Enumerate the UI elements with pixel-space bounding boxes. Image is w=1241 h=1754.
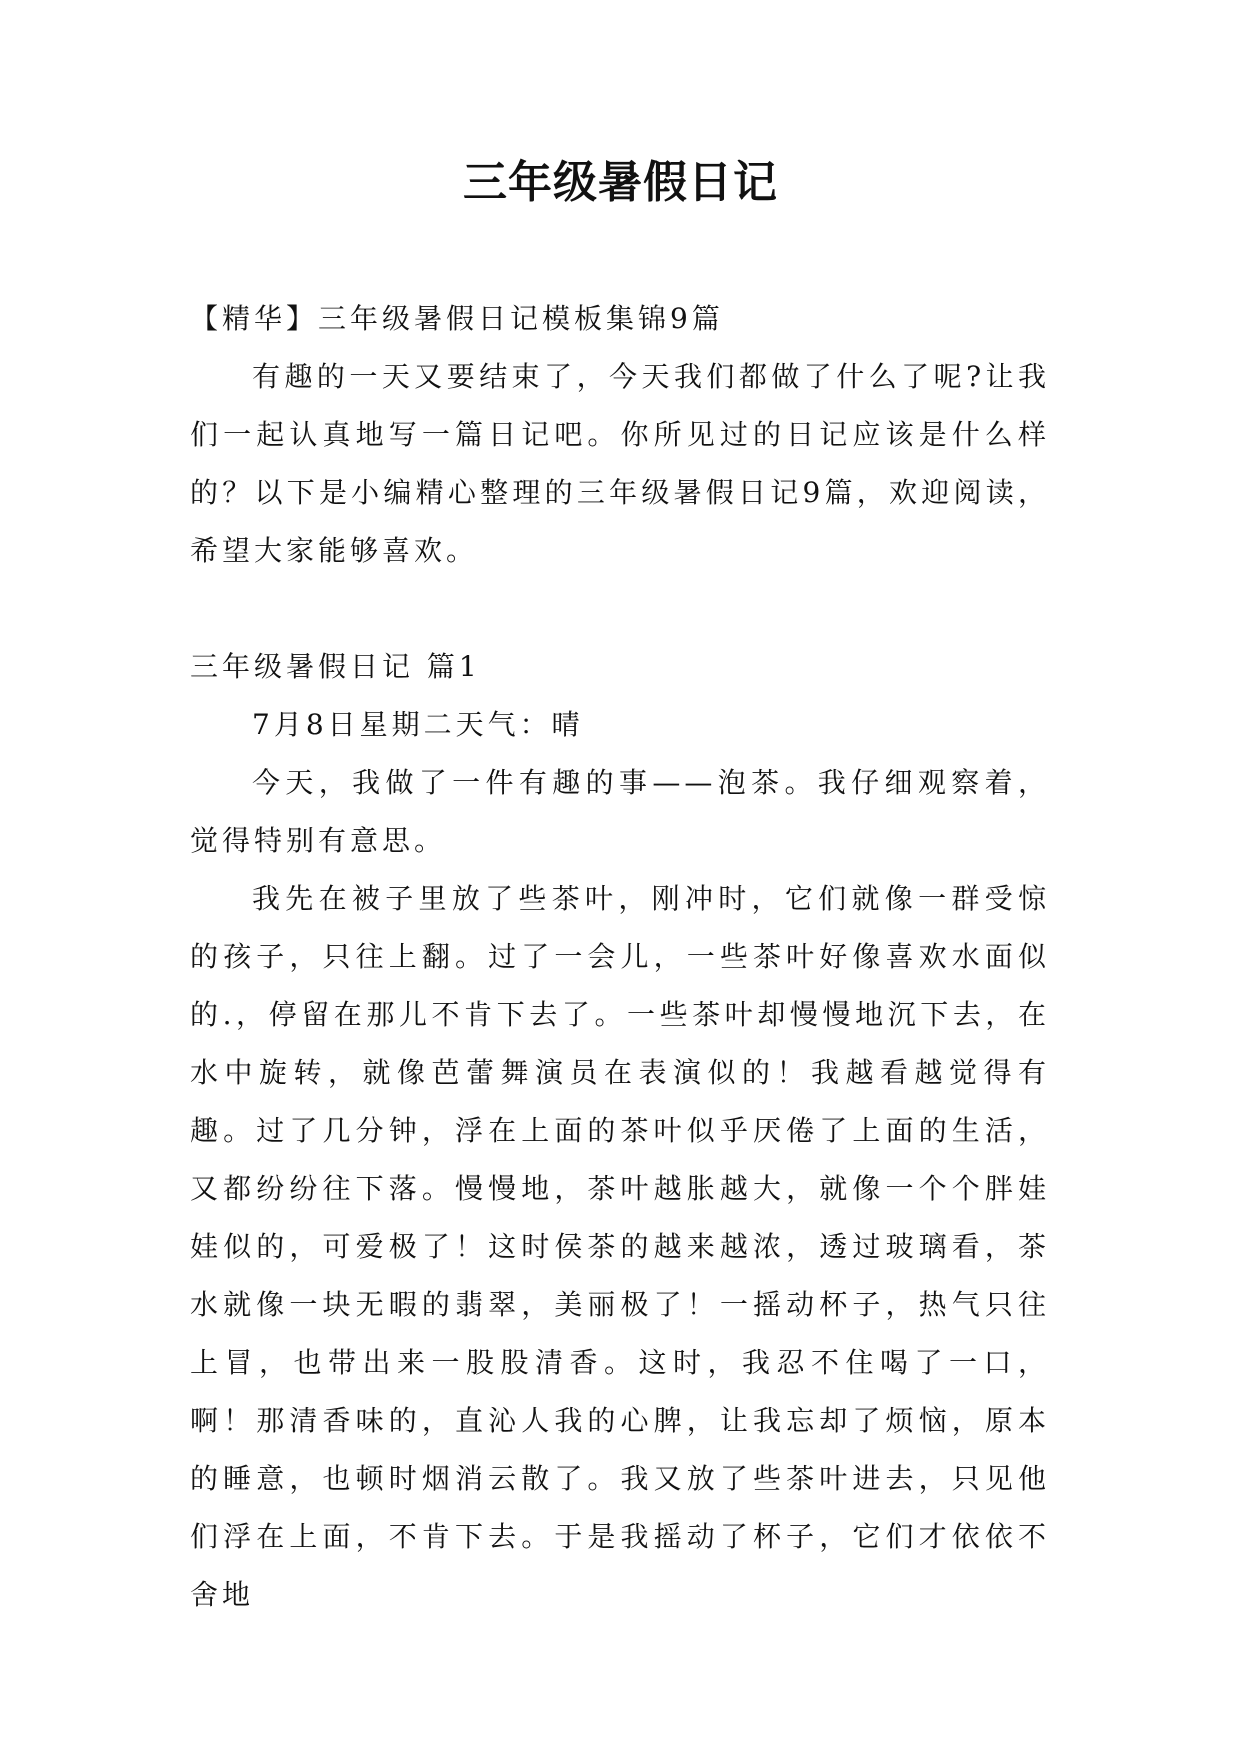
- diary-paragraph-1: 今天，我做了一件有趣的事——泡茶。我仔细观察着，觉得特别有意思。: [190, 766, 1050, 857]
- document-title: 三年级暑假日记: [463, 157, 778, 208]
- diary-paragraph-2: 我先在被子里放了些茶叶，刚冲时，它们就像一群受惊的孩子，只往上翻。过了一会儿，一些茶叶好像喜欢水面似的.，停留在那儿不肯下去了。一些茶叶却慢慢地沉下去，在水中旋转，就像芭蕾舞演员在表演似的！我越看越觉得有趣。过了几分钟，浮在上面的茶叶似乎厌倦了上面的生活，又都纷纷往下落。慢慢地，茶叶越胀越大，就像一个个胖娃娃似的，可爱极了！这时侯茶的越来越浓，透过玻璃看，茶水就像一块无暇的翡翠，美丽极了！一摇动杯子，热气只往上冒，也带出来一股股清香。这时，我忍不住喝了一口，啊！那清香味的，直沁人我的心脾，让我忘却了烦恼，原本的睡意，也顿时烟消云散了。我又放了些茶叶进去，只见他们浮在上面，不肯下去。于是我摇动了杯子，它们才依依不舍地: [190, 882, 1050, 1611]
- intro-paragraph: 有趣的一天又要结束了，今天我们都做了什么了呢?让我们一起认真地写一篇日记吧。你所见过的日记应该是什么样的？以下是小编精心整理的三年级暑假日记9篇，欢迎阅读，希望大家能够喜欢。: [190, 360, 1050, 567]
- diary-date-line: 7月8日星期二天气：晴: [252, 708, 584, 741]
- section-spacer: [190, 580, 1050, 638]
- document-body: [190, 290, 1050, 1624]
- section-title: 三年级暑假日记 篇1: [190, 650, 481, 683]
- document-subtitle: 【精华】三年级暑假日记模板集锦9篇: [190, 302, 724, 335]
